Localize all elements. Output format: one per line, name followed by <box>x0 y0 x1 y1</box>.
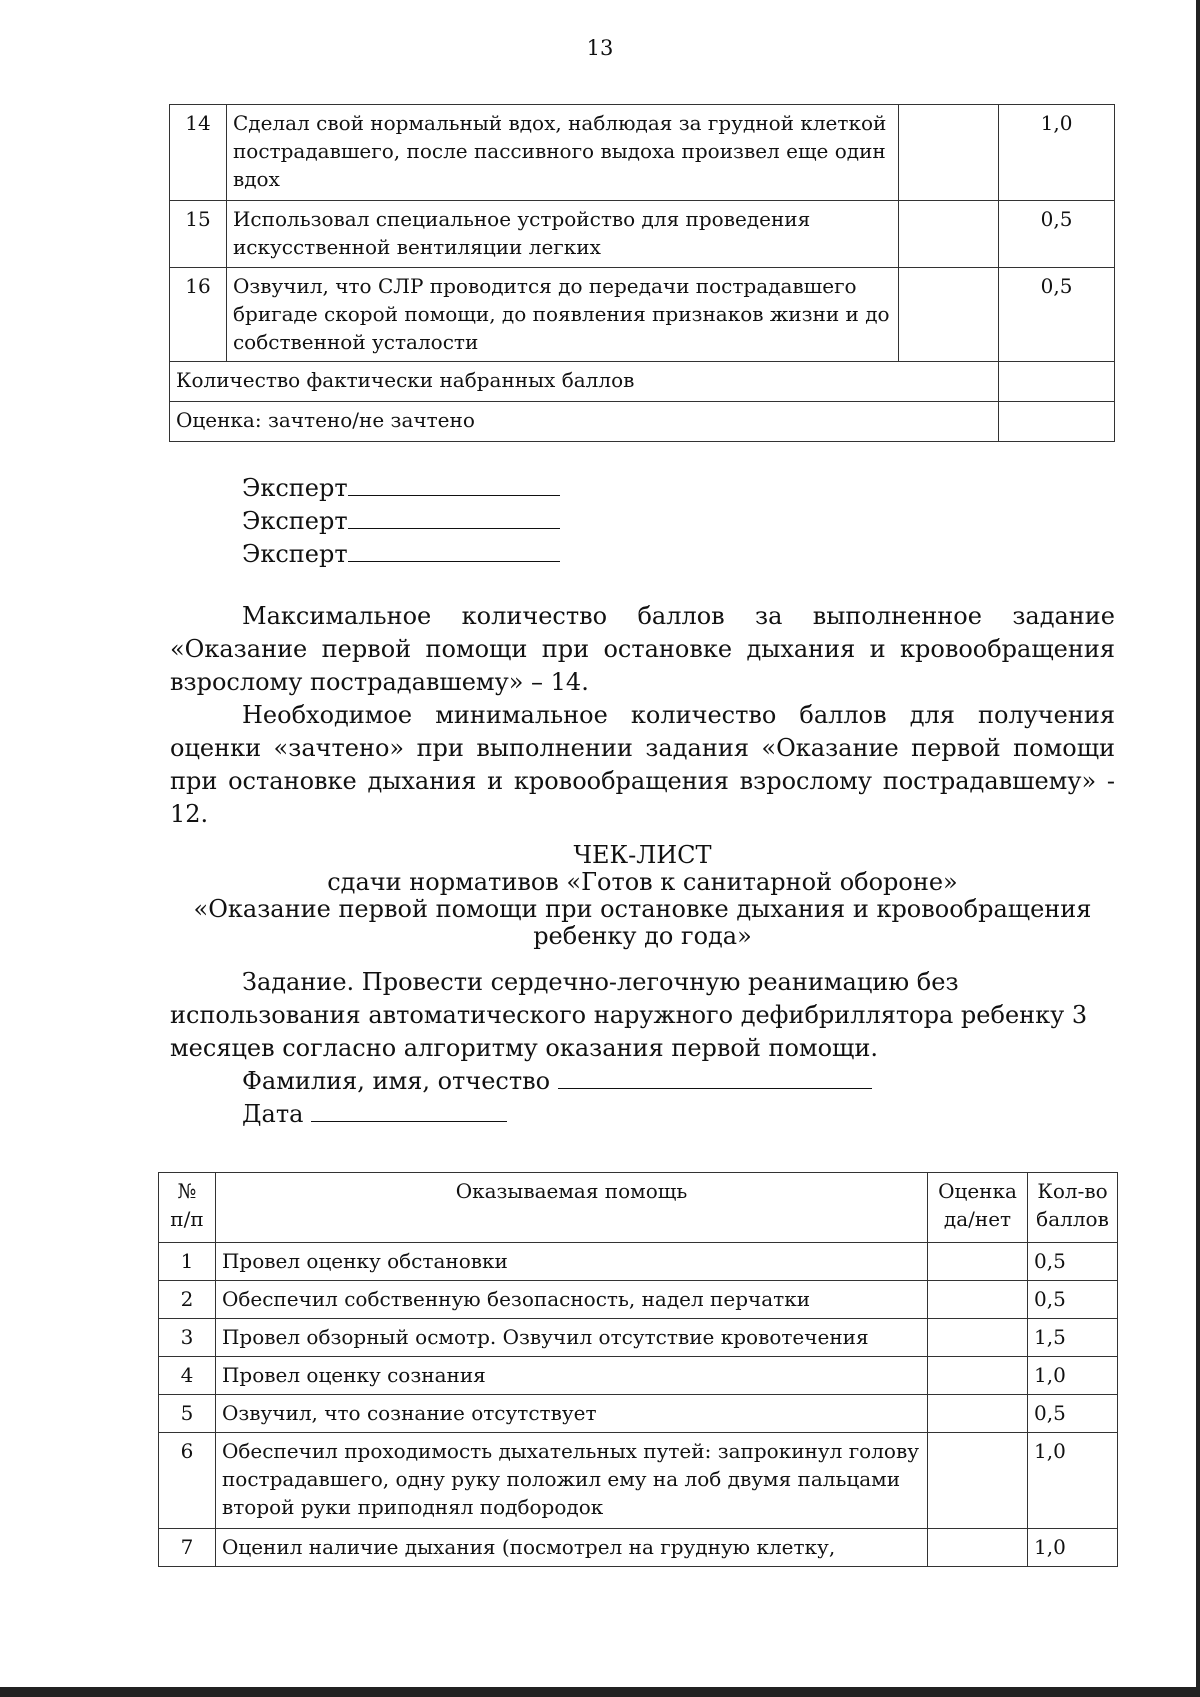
signature-blank <box>348 473 560 496</box>
name-blank <box>558 1066 872 1089</box>
row-grade-cell <box>928 1243 1028 1281</box>
row-text: Озвучил, что сознание отсутствует <box>215 1395 927 1433</box>
row-number: 3 <box>159 1319 216 1357</box>
row-number: 1 <box>159 1243 216 1281</box>
total-label: Количество фактически набранных баллов <box>170 362 999 402</box>
row-number: 4 <box>159 1357 216 1395</box>
row-number: 14 <box>170 105 227 201</box>
max-points-paragraph <box>170 600 1115 699</box>
checklist-title-line1: ЧЕК-ЛИСТ <box>573 841 712 869</box>
expert-signatures <box>242 472 560 571</box>
expert-label: Эксперт <box>242 474 348 502</box>
row-number: 15 <box>170 201 227 268</box>
total-row <box>170 362 1115 402</box>
table-row <box>159 1281 1118 1319</box>
grade-label: Оценка: зачтено/не зачтено <box>170 402 999 442</box>
row-points: 1,5 <box>1028 1319 1118 1357</box>
page-number: 13 <box>586 36 614 60</box>
task-text: Задание. Провести сердечно-легочную реанимацию без использования автоматического наружного дефибриллятора ребенку 3 месяцев согласно алгоритму оказания первой помощи. <box>170 968 1088 1062</box>
task-block <box>170 966 1115 1131</box>
row-text: Провел обзорный осмотр. Озвучил отсутствие кровотечения <box>215 1319 927 1357</box>
criteria-table-continued <box>169 104 1115 442</box>
header-grade: Оценка да/нет <box>928 1173 1028 1243</box>
total-value-cell <box>999 362 1115 402</box>
task-paragraph <box>170 966 1115 1065</box>
row-points: 0,5 <box>1028 1243 1118 1281</box>
date-label: Дата <box>242 1100 304 1128</box>
min-points-paragraph <box>170 699 1115 831</box>
table-row <box>159 1395 1118 1433</box>
checklist-title-line4: ребенку до года» <box>533 922 752 950</box>
date-blank <box>311 1099 507 1122</box>
min-points-text: Необходимое минимальное количество баллов для получения оценки «зачтено» при выполнении задания «Оказание первой помощи при остановке дыхания и кровообращения взрослому пострадавшему» - 12. <box>170 701 1115 828</box>
row-text: Оценил наличие дыхания (посмотрел на грудную клетку, <box>215 1529 927 1567</box>
table-row <box>159 1243 1118 1281</box>
signature-blank <box>348 539 560 562</box>
row-points: 1,0 <box>999 105 1115 201</box>
page-edge-bottom <box>0 1687 1200 1697</box>
table-row <box>170 201 1115 268</box>
expert-line <box>242 505 560 538</box>
row-grade-cell <box>899 268 999 362</box>
row-text: Провел оценку сознания <box>215 1357 927 1395</box>
row-grade-cell <box>928 1281 1028 1319</box>
row-points: 0,5 <box>999 268 1115 362</box>
row-number: 16 <box>170 268 227 362</box>
row-number: 5 <box>159 1395 216 1433</box>
expert-line <box>242 538 560 571</box>
row-points: 1,0 <box>1028 1433 1118 1529</box>
table-row <box>170 105 1115 201</box>
row-points: 1,0 <box>1028 1357 1118 1395</box>
page-edge-right <box>1196 0 1200 1697</box>
row-grade-cell <box>899 105 999 201</box>
row-grade-cell <box>928 1357 1028 1395</box>
row-text: Озвучил, что СЛР проводится до передачи пострадавшего бригаде скорой помощи, до появления признаков жизни и до собственной усталости <box>226 268 898 362</box>
table-row <box>159 1433 1118 1529</box>
row-text: Использовал специальное устройство для проведения искусственной вентиляции легких <box>226 201 898 268</box>
table-row <box>159 1319 1118 1357</box>
table-row <box>170 268 1115 362</box>
expert-line <box>242 472 560 505</box>
row-number: 6 <box>159 1433 216 1529</box>
checklist-title-line3: «Оказание первой помощи при остановке дыхания и кровообращения <box>193 895 1092 923</box>
row-number: 2 <box>159 1281 216 1319</box>
row-number: 7 <box>159 1529 216 1567</box>
row-text: Обеспечил проходимость дыхательных путей: запрокинул голову пострадавшего, одну руку положил ему на лоб двумя пальцами второй руки приподнял подбородок <box>215 1433 927 1529</box>
signature-blank <box>348 506 560 529</box>
grade-row <box>170 402 1115 442</box>
header-num: № п/п <box>159 1173 216 1243</box>
name-field-line <box>170 1065 1115 1098</box>
row-text: Провел оценку обстановки <box>215 1243 927 1281</box>
table-header-row <box>159 1173 1118 1243</box>
row-text: Сделал свой нормальный вдох, наблюдая за грудной клеткой пострадавшего, после пассивного выдоха произвел еще один вдох <box>226 105 898 201</box>
table-row <box>159 1529 1118 1567</box>
row-grade-cell <box>899 201 999 268</box>
row-grade-cell <box>928 1319 1028 1357</box>
max-points-text: Максимальное количество баллов за выполненное задание «Оказание первой помощи при остановке дыхания и кровообращения взрослому пострадавшему» – 14. <box>170 602 1115 696</box>
header-points: Кол-во баллов <box>1028 1173 1118 1243</box>
row-points: 0,5 <box>1028 1395 1118 1433</box>
name-label: Фамилия, имя, отчество <box>242 1067 551 1095</box>
row-points: 0,5 <box>999 201 1115 268</box>
expert-label: Эксперт <box>242 540 348 568</box>
checklist-table <box>158 1172 1118 1567</box>
checklist-title-line2: сдачи нормативов «Готов к санитарной обороне» <box>327 868 958 896</box>
row-points: 0,5 <box>1028 1281 1118 1319</box>
grade-value-cell <box>999 402 1115 442</box>
row-grade-cell <box>928 1433 1028 1529</box>
checklist-title <box>170 842 1115 950</box>
row-text: Обеспечил собственную безопасность, надел перчатки <box>215 1281 927 1319</box>
expert-label: Эксперт <box>242 507 348 535</box>
header-help: Оказываемая помощь <box>215 1173 927 1243</box>
row-points: 1,0 <box>1028 1529 1118 1567</box>
row-grade-cell <box>928 1395 1028 1433</box>
row-grade-cell <box>928 1529 1028 1567</box>
date-field-line <box>170 1098 1115 1131</box>
table-row <box>159 1357 1118 1395</box>
